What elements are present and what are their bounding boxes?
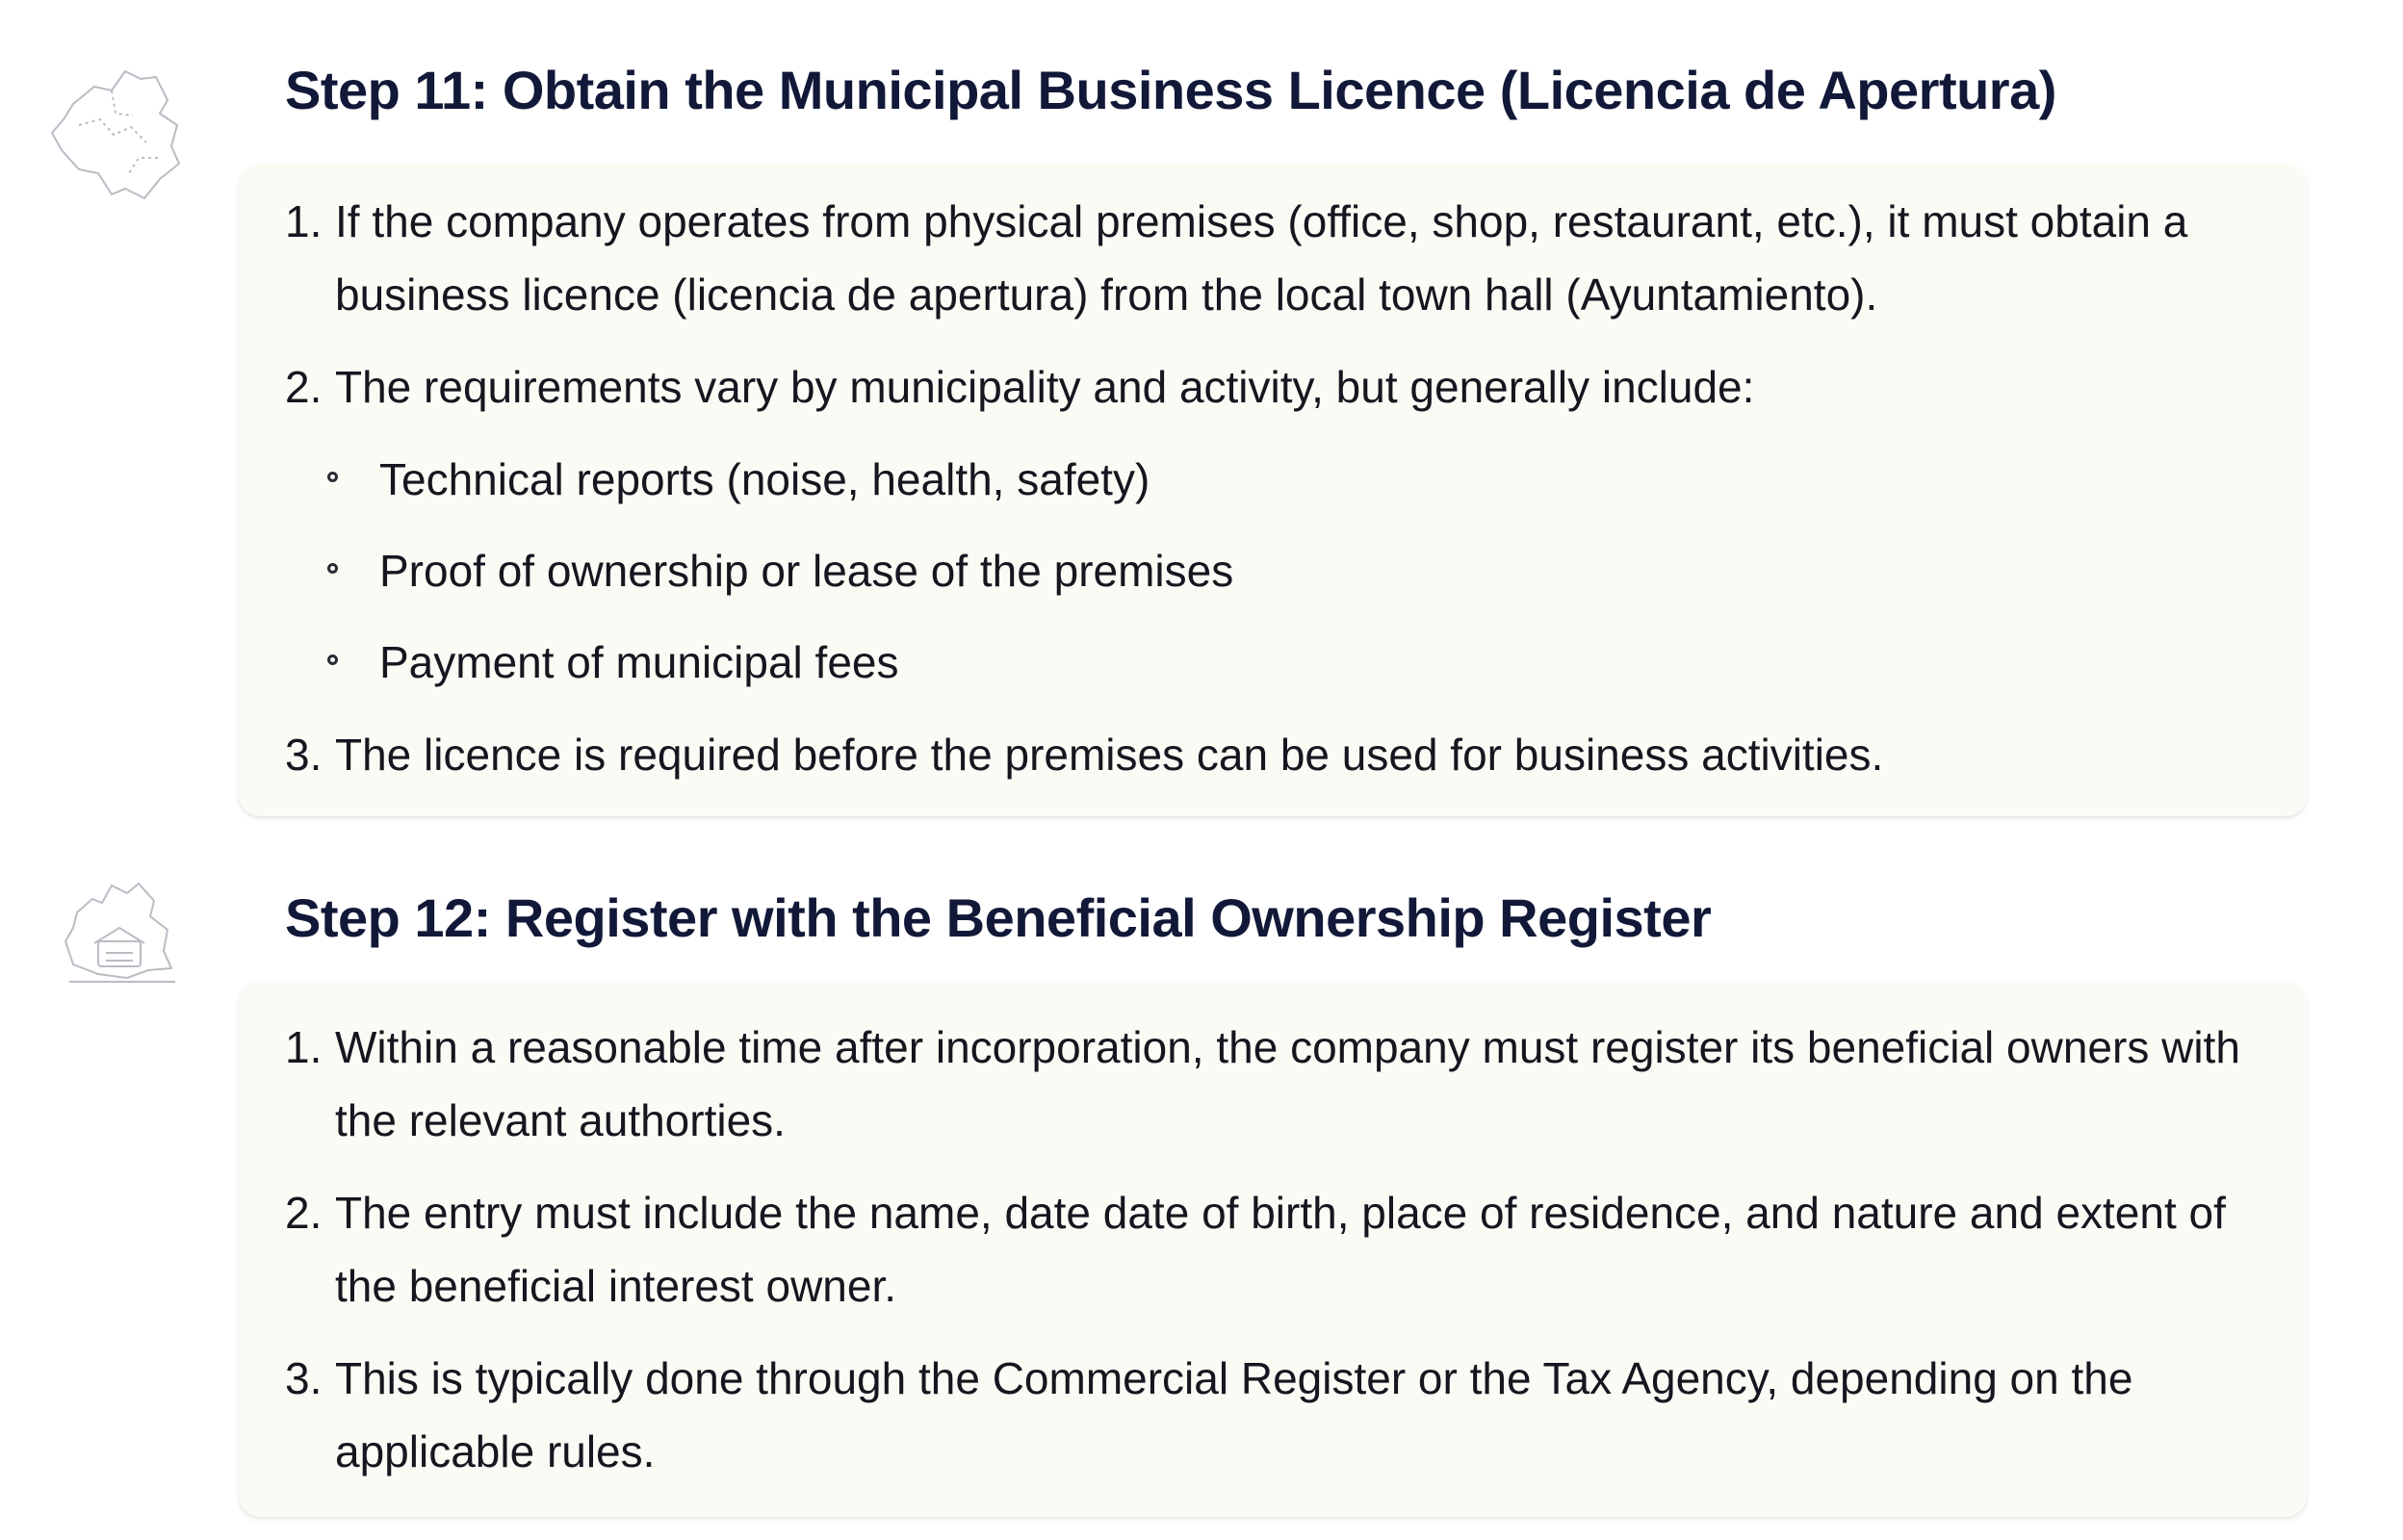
sub-list-item bbox=[285, 534, 2268, 607]
item-number: 2. bbox=[285, 362, 323, 412]
sub-item-text: Proof of ownership or lease of the premises bbox=[379, 546, 1234, 596]
step-title: Step 11: Obtain the Municipal Business Licence (Licencia de Apertura) bbox=[285, 60, 2056, 120]
map-building-icon bbox=[60, 874, 185, 986]
list-item bbox=[285, 718, 2268, 791]
item-number: 1. bbox=[285, 1022, 323, 1072]
list-item bbox=[285, 1011, 2268, 1157]
list-item bbox=[285, 1342, 2268, 1488]
sub-list-item bbox=[285, 443, 2268, 516]
bullet-circle-icon bbox=[327, 472, 338, 482]
item-number: 3. bbox=[285, 1353, 323, 1403]
list-item bbox=[285, 1176, 2268, 1322]
list-item bbox=[285, 185, 2268, 331]
step-title: Step 12: Register with the Beneficial Ownership Register bbox=[285, 887, 1712, 948]
item-number: 2. bbox=[285, 1188, 323, 1238]
item-text: The licence is required before the premises can be used for business activities. bbox=[335, 730, 1884, 780]
bullet-circle-icon bbox=[327, 563, 338, 574]
bullet-circle-icon bbox=[327, 654, 338, 665]
step-12-card bbox=[239, 982, 2307, 1517]
item-text: This is typically done through the Commercial Register or the Tax Agency, depending on the applicable rules. bbox=[335, 1353, 2133, 1476]
step-11-card bbox=[239, 164, 2307, 816]
item-text: The requirements vary by municipality and activity, but generally include: bbox=[335, 362, 1755, 412]
item-number: 3. bbox=[285, 730, 323, 780]
numbered-list bbox=[285, 185, 2268, 791]
item-number: 1. bbox=[285, 196, 323, 246]
step-11-section bbox=[239, 56, 2307, 816]
item-text: The entry must include the name, date date of birth, place of residence, and nature and extent of the beneficial interest owner. bbox=[335, 1188, 2226, 1311]
list-item bbox=[285, 350, 2268, 699]
sub-list-item bbox=[285, 626, 2268, 699]
step-12-section bbox=[239, 884, 2307, 1517]
numbered-list bbox=[285, 1011, 2268, 1488]
item-text: Within a reasonable time after incorporation, the company must register its beneficial owners with the relevant authorties. bbox=[335, 1022, 2240, 1145]
sub-item-text: Payment of municipal fees bbox=[379, 637, 899, 687]
map-outline-icon bbox=[44, 58, 189, 204]
sub-item-text: Technical reports (noise, health, safety) bbox=[379, 454, 1150, 504]
sub-list bbox=[285, 443, 2268, 699]
item-text: If the company operates from physical premises (office, shop, restaurant, etc.), it must obtain a business licence (licencia de apertura) from the local town hall (Ayuntamiento). bbox=[335, 196, 2188, 320]
